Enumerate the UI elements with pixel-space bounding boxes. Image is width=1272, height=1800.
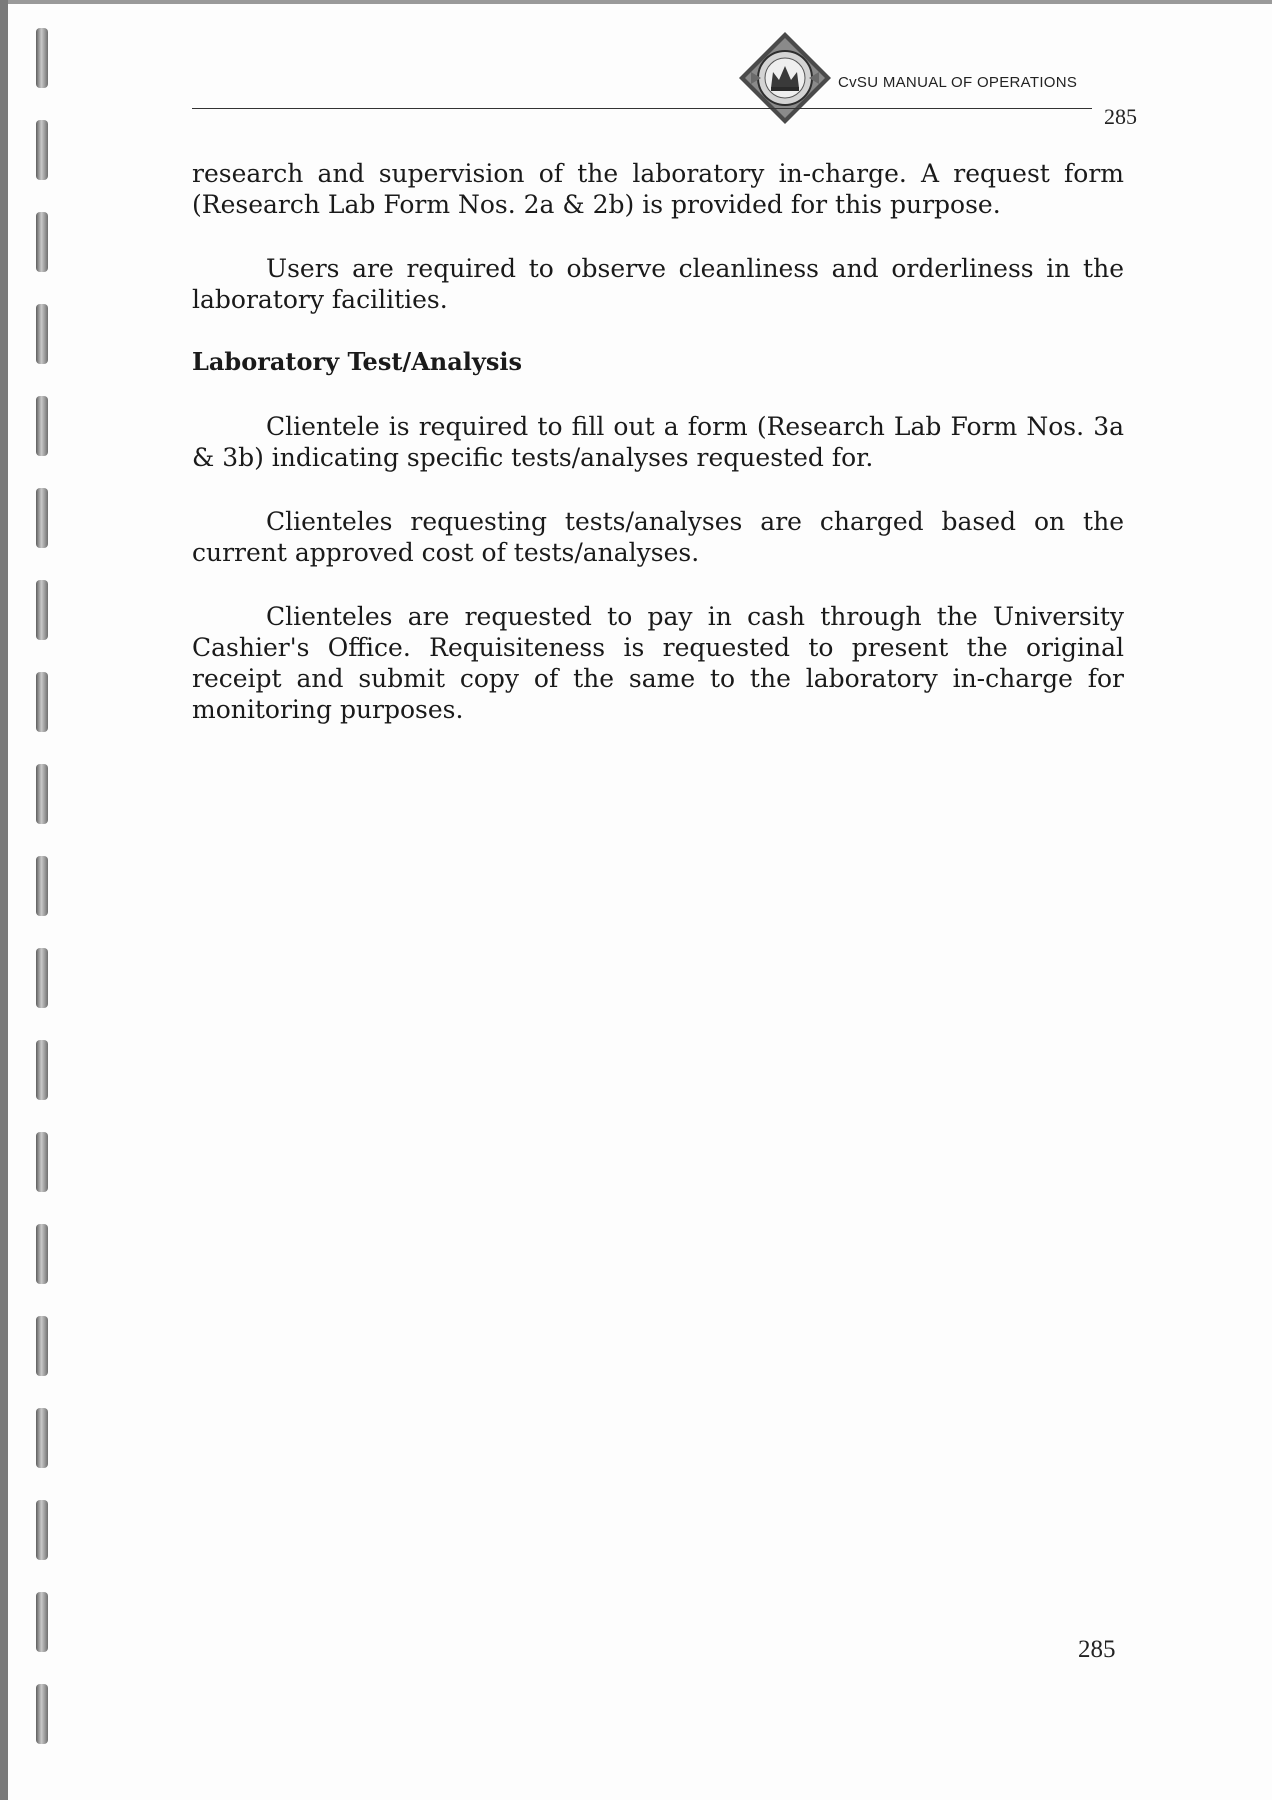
binding-ring [36,764,48,824]
binding-ring [36,1592,48,1652]
paragraph: Clienteles are requested to pay in cash through the University Cashier's Office. Requisiteness is requested to present the original receipt and submit copy of the same to the laboratory in-charge for monitoring purposes. [192,602,1124,724]
spiral-binding [30,28,56,1758]
binding-ring [36,580,48,640]
binding-ring [36,672,48,732]
cvsu-seal-icon [737,30,833,126]
binding-ring [36,856,48,916]
document-body [192,158,1124,758]
binding-ring [36,120,48,180]
paragraph: Users are required to observe cleanliness and orderliness in the laboratory facilities. [192,254,1124,314]
binding-ring [36,28,48,88]
binding-ring [36,948,48,1008]
paragraph: Clienteles requesting tests/analyses are charged based on the current approved cost of tests/analyses. [192,507,1124,567]
binding-ring [36,1500,48,1560]
binding-ring [36,488,48,548]
binding-ring [36,1040,48,1100]
footer-page-number: 285 [1078,1636,1116,1663]
header-page-number: 285 [1104,104,1137,129]
binding-ring [36,1132,48,1192]
binding-ring [36,396,48,456]
binding-ring [36,1684,48,1744]
binding-ring [36,1316,48,1376]
binding-ring [36,212,48,272]
header-divider [192,108,1092,109]
scan-top-edge [0,0,1272,4]
binding-ring [36,1224,48,1284]
paragraph: research and supervision of the laboratory in-charge. A request form (Research Lab Form Nos. 2a & 2b) is provided for this purpose. [192,159,1124,219]
scan-left-edge [0,0,8,1800]
document-title: CvSU MANUAL OF OPERATIONS [838,74,1078,91]
page-header [192,30,1150,130]
binding-ring [36,304,48,364]
paragraph: Clientele is required to fill out a form (Research Lab Form Nos. 3a & 3b) indicating specific tests/analyses requested for. [192,412,1124,472]
binding-ring [36,1408,48,1468]
section-heading: Laboratory Test/Analysis [192,347,523,376]
